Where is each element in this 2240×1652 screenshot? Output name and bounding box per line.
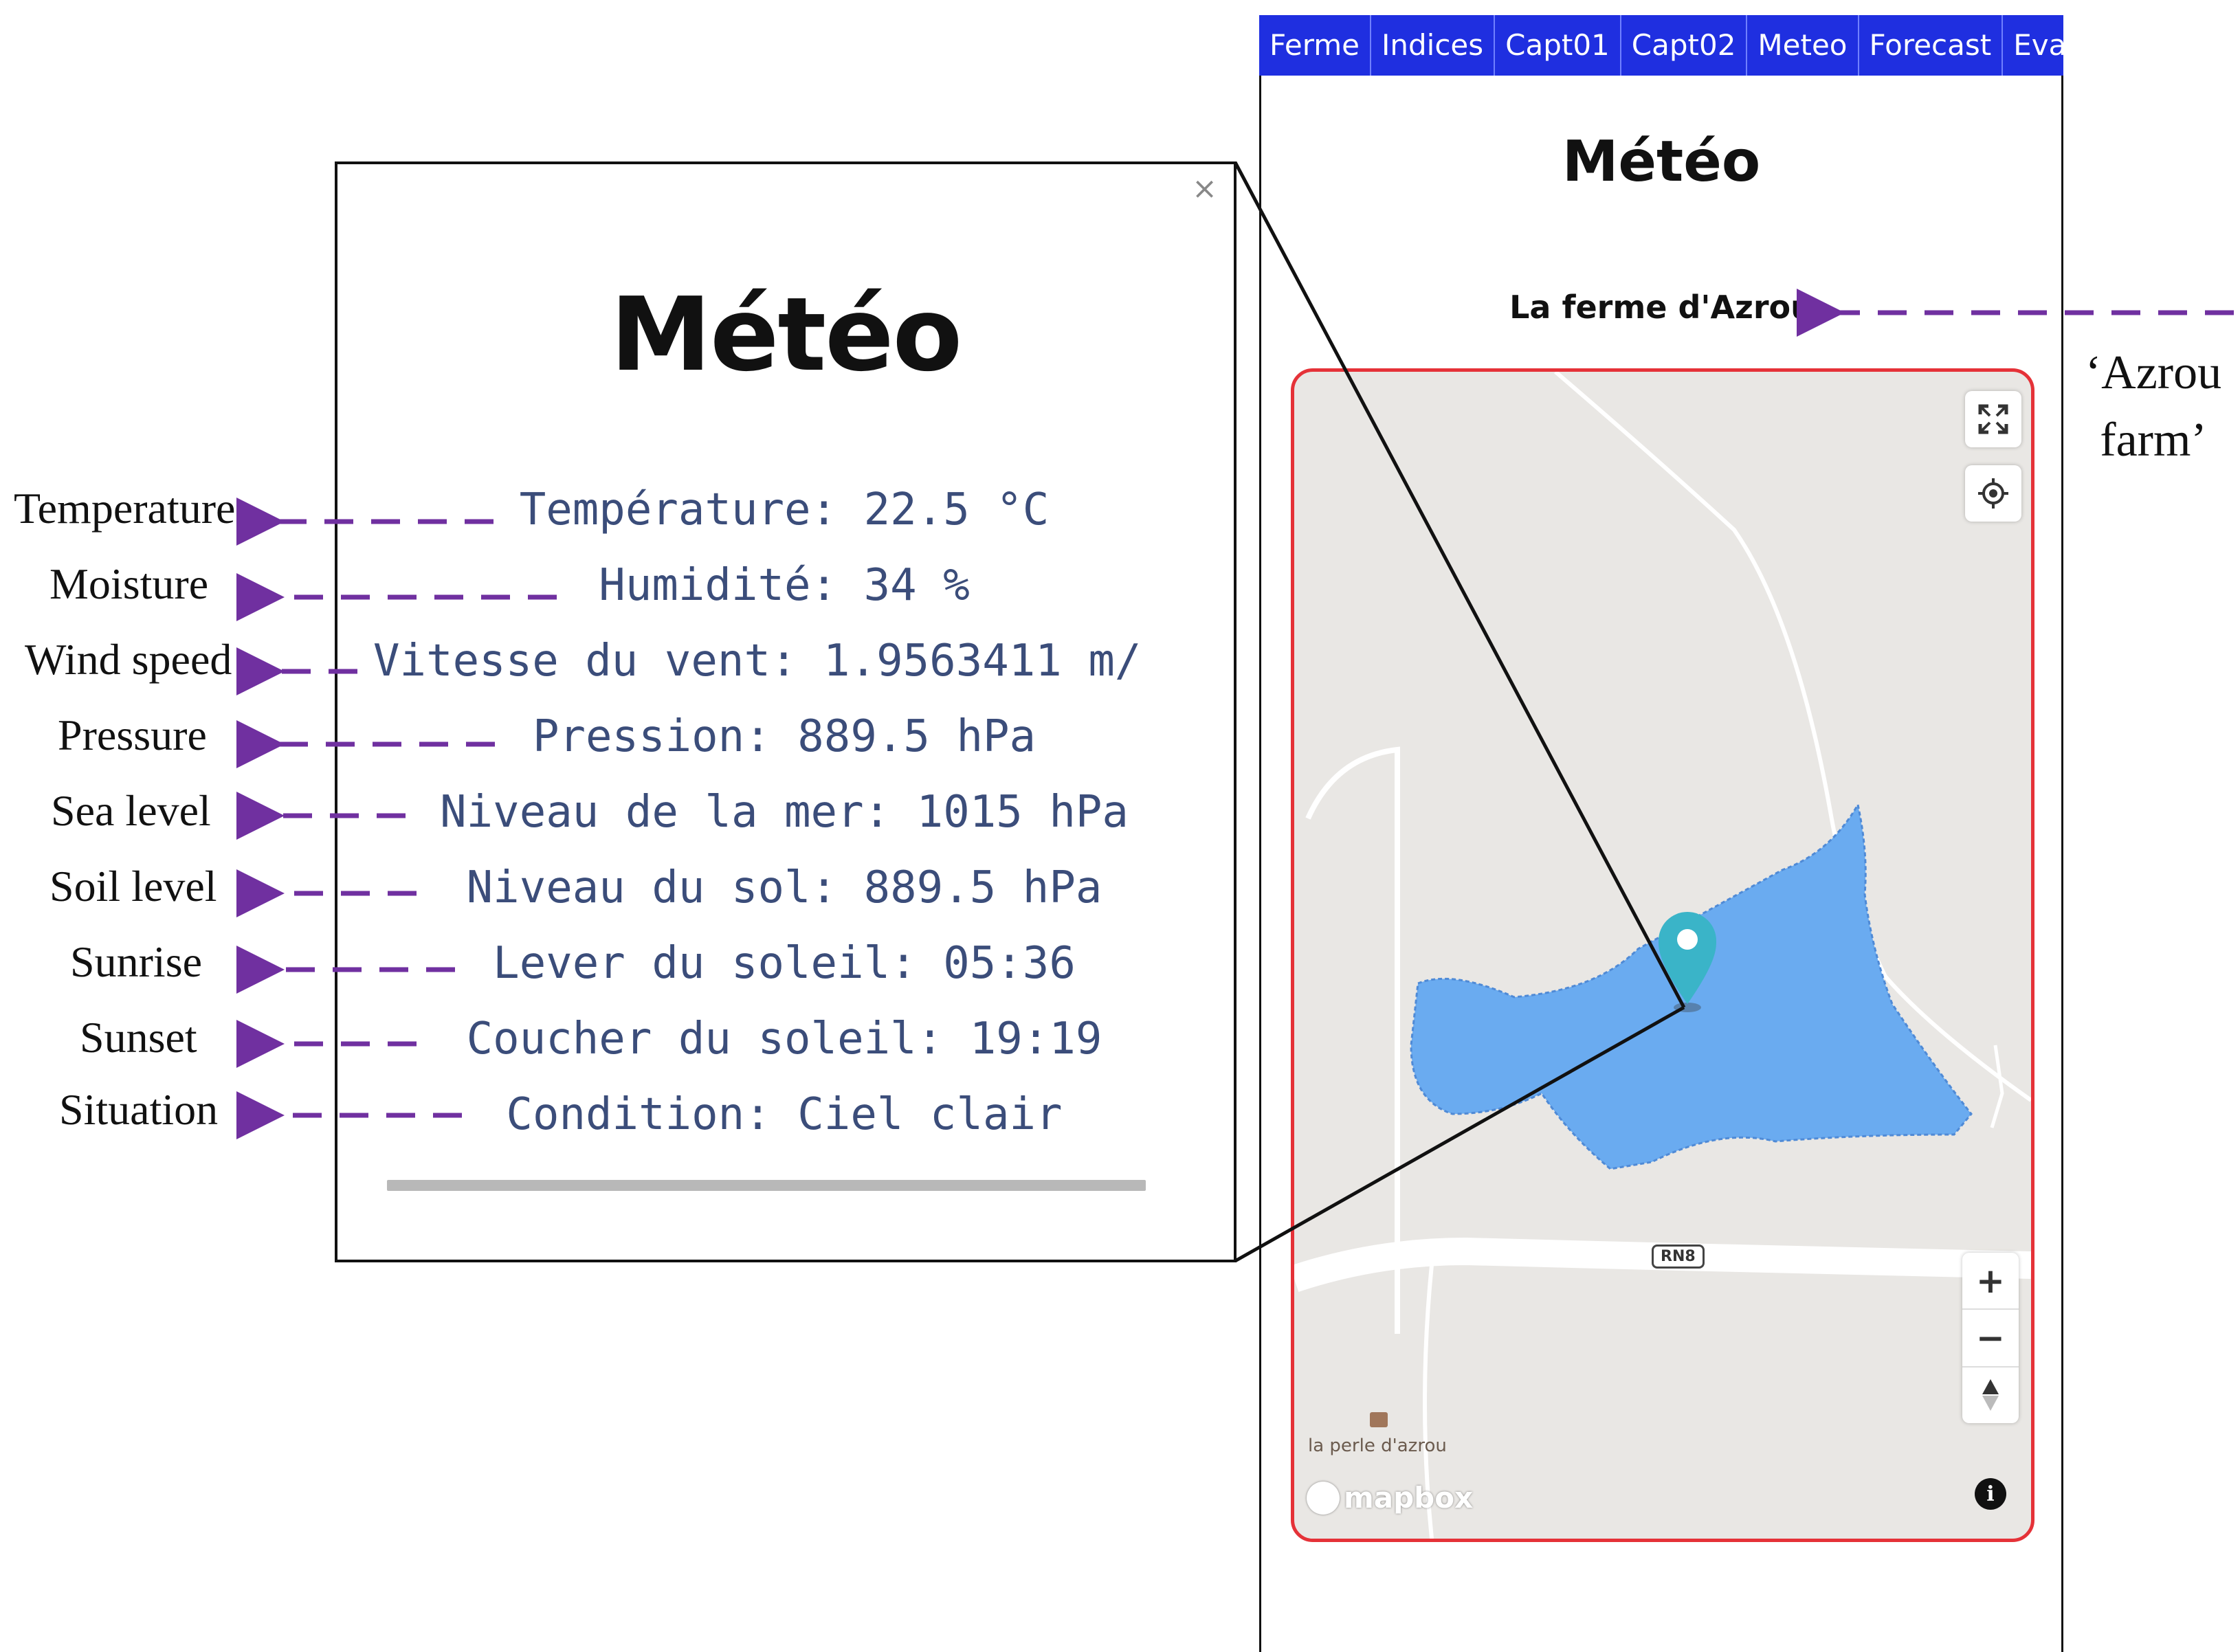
temperature-value: Température: 22.5 °C bbox=[519, 484, 1050, 535]
tab-capt02[interactable]: Capt02 bbox=[1621, 15, 1748, 76]
annotation-pressure: Pressure bbox=[58, 711, 207, 759]
road-label-badge: RN8 bbox=[1652, 1244, 1705, 1269]
tab-forecast[interactable]: Forecast bbox=[1859, 15, 2004, 76]
info-icon[interactable]: i bbox=[1975, 1478, 2006, 1510]
annotation-soil-level: Soil level bbox=[49, 862, 217, 911]
mapbox-logo-text: mapbox bbox=[1344, 1481, 1474, 1515]
sunset-value: Coucher du soleil: 19:19 bbox=[466, 1014, 1102, 1064]
annotation-sea-level: Sea level bbox=[51, 786, 211, 835]
condition-value: Condition: Ciel clair bbox=[506, 1089, 1063, 1140]
ground-level-value: Niveau du sol: 889.5 hPa bbox=[466, 862, 1102, 913]
zoom-in-button[interactable]: + bbox=[1962, 1253, 2019, 1310]
wind-speed-value: Vitesse du vent: 1.9563411 m/ bbox=[373, 636, 1142, 687]
sunrise-value: Lever du soleil: 05:36 bbox=[493, 938, 1076, 989]
close-icon[interactable]: × bbox=[1192, 171, 1217, 206]
sea-level-value: Niveau de la mer: 1015 hPa bbox=[440, 787, 1129, 838]
humidity-value: Humidité: 34 % bbox=[599, 560, 970, 611]
poi-label: la perle d'azrou bbox=[1308, 1436, 1447, 1456]
tab-ferme[interactable]: Ferme bbox=[1259, 15, 1371, 76]
pressure-value: Pression: 889.5 hPa bbox=[532, 711, 1036, 762]
page-title: Météo bbox=[1562, 129, 1761, 194]
annotation-moisture: Moisture bbox=[49, 559, 209, 608]
tab-meteo[interactable]: Meteo bbox=[1747, 15, 1859, 76]
farm-name-heading: La ferme d'Azrou bbox=[1509, 289, 1813, 326]
annotation-temperature: Temperature bbox=[14, 484, 236, 533]
zoom-out-button[interactable]: − bbox=[1962, 1310, 2019, 1367]
annotation-wind-speed: Wind speed bbox=[25, 635, 232, 684]
annotation-sunrise: Sunrise bbox=[70, 937, 202, 986]
popup-title: Météo bbox=[610, 276, 962, 394]
tab-indices[interactable]: Indices bbox=[1371, 15, 1495, 76]
tab-evapo[interactable]: Evapo bbox=[2013, 28, 2103, 62]
tab-capt01[interactable]: Capt01 bbox=[1495, 15, 1621, 76]
annotation-sunset: Sunset bbox=[80, 1013, 197, 1062]
annotation-situation: Situation bbox=[59, 1085, 219, 1134]
annotation-farm-translation: ‘Azrou farm’ bbox=[2085, 346, 2222, 467]
